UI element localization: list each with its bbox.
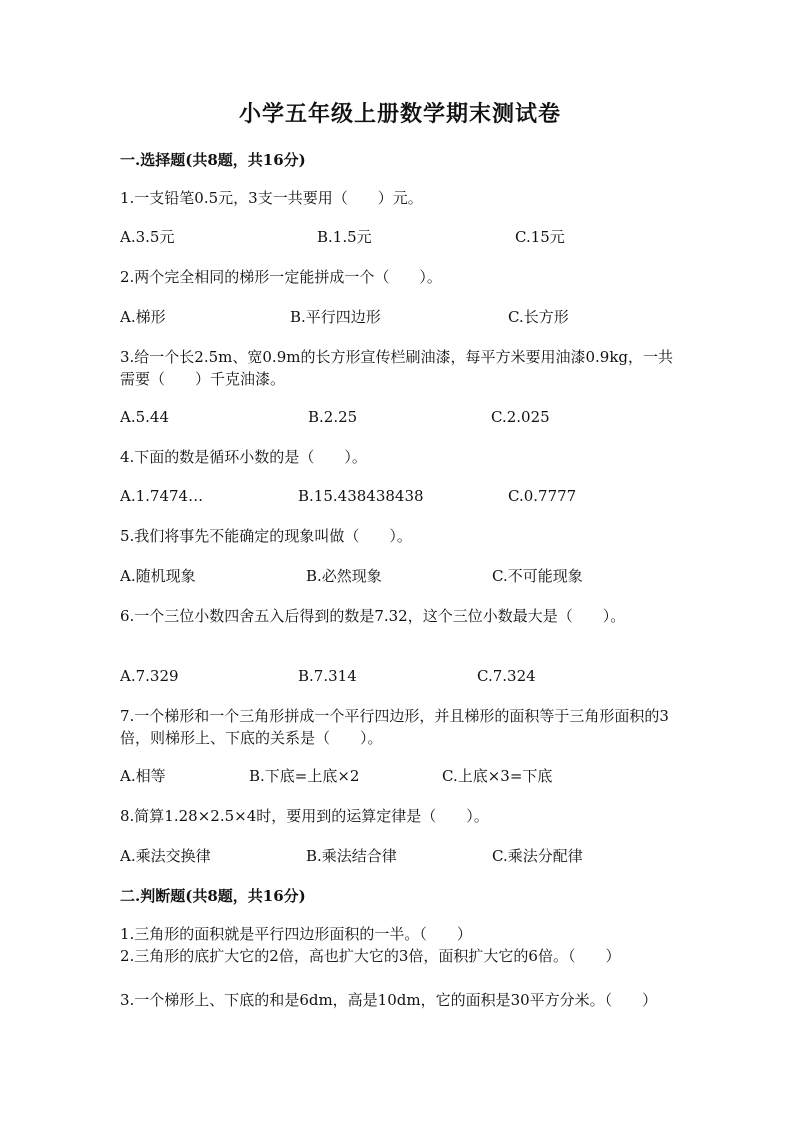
section-heading-true-false: 二.判断题(共8题，共16分) bbox=[120, 887, 306, 905]
option-b: B.必然现象 bbox=[306, 567, 382, 585]
options-row bbox=[120, 665, 680, 687]
question-6: 6.一个三位小数四舍五入后得到的数是7.32，这个三位小数最大是（ ）。 bbox=[120, 607, 626, 625]
option-b: B.下底=上底×2 bbox=[249, 767, 360, 785]
option-a: A.随机现象 bbox=[120, 567, 196, 585]
option-c: C.0.7777 bbox=[508, 487, 577, 505]
option-b: B.平行四边形 bbox=[290, 308, 381, 326]
question-2: 2.两个完全相同的梯形一定能拼成一个（ ）。 bbox=[120, 268, 442, 286]
options-row bbox=[120, 765, 680, 787]
options-row bbox=[120, 306, 680, 328]
question-3: 3.给一个长2.5m、宽0.9m的长方形宣传栏刷油漆，每平方米要用油漆0.9kg，一共需要（ ）千克油漆。 bbox=[120, 348, 674, 388]
options-row bbox=[120, 845, 680, 867]
question-7: 7.一个梯形和一个三角形拼成一个平行四边形，并且梯形的面积等于三角形面积的3倍，则梯形上、下底的关系是（ ）。 bbox=[120, 707, 669, 747]
option-c: C.不可能现象 bbox=[492, 567, 583, 585]
judgment-item-1: 1.三角形的面积就是平行四边形面积的一半。（ ） bbox=[120, 925, 472, 943]
option-b: B.2.25 bbox=[308, 408, 358, 426]
option-a: A.乘法交换律 bbox=[120, 847, 211, 865]
question-1: 1.一支铅笔0.5元，3支一共要用（ ）元。 bbox=[120, 189, 423, 207]
options-row bbox=[120, 406, 680, 428]
option-c: C.7.324 bbox=[477, 667, 536, 685]
option-a: A.1.7474… bbox=[120, 487, 204, 505]
option-a: A.梯形 bbox=[120, 308, 166, 326]
page-title: 小学五年级上册数学期末测试卷 bbox=[238, 101, 561, 127]
option-a: A.7.329 bbox=[120, 667, 179, 685]
option-b: B.15.438438438 bbox=[298, 487, 424, 505]
options-row bbox=[120, 485, 680, 507]
option-a: A.3.5元 bbox=[120, 228, 175, 246]
section-heading-multiple-choice: 一.选择题(共8题，共16分) bbox=[120, 151, 306, 169]
option-c: C.15元 bbox=[515, 228, 565, 246]
judgment-item-3: 3.一个梯形上、下底的和是6dm，高是10dm，它的面积是30平方分米。（ ） bbox=[120, 991, 658, 1009]
options-row bbox=[120, 226, 680, 248]
question-8: 8.简算1.28×2.5×4时，要用到的运算定律是（ ）。 bbox=[120, 807, 489, 825]
option-b: B.乘法结合律 bbox=[306, 847, 397, 865]
option-a: A.相等 bbox=[120, 767, 166, 785]
options-row bbox=[120, 565, 680, 587]
option-b: B.7.314 bbox=[298, 667, 357, 685]
option-c: C.乘法分配律 bbox=[492, 847, 583, 865]
option-c: C.2.025 bbox=[491, 408, 550, 426]
option-c: C.长方形 bbox=[508, 308, 569, 326]
option-c: C.上底×3=下底 bbox=[442, 767, 553, 785]
option-b: B.1.5元 bbox=[317, 228, 372, 246]
judgment-item-2: 2.三角形的底扩大它的2倍，高也扩大它的3倍，面积扩大它的6倍。（ ） bbox=[120, 947, 621, 965]
option-a: A.5.44 bbox=[120, 408, 169, 426]
question-4: 4.下面的数是循环小数的是（ ）。 bbox=[120, 448, 367, 466]
question-5: 5.我们将事先不能确定的现象叫做（ ）。 bbox=[120, 527, 412, 545]
